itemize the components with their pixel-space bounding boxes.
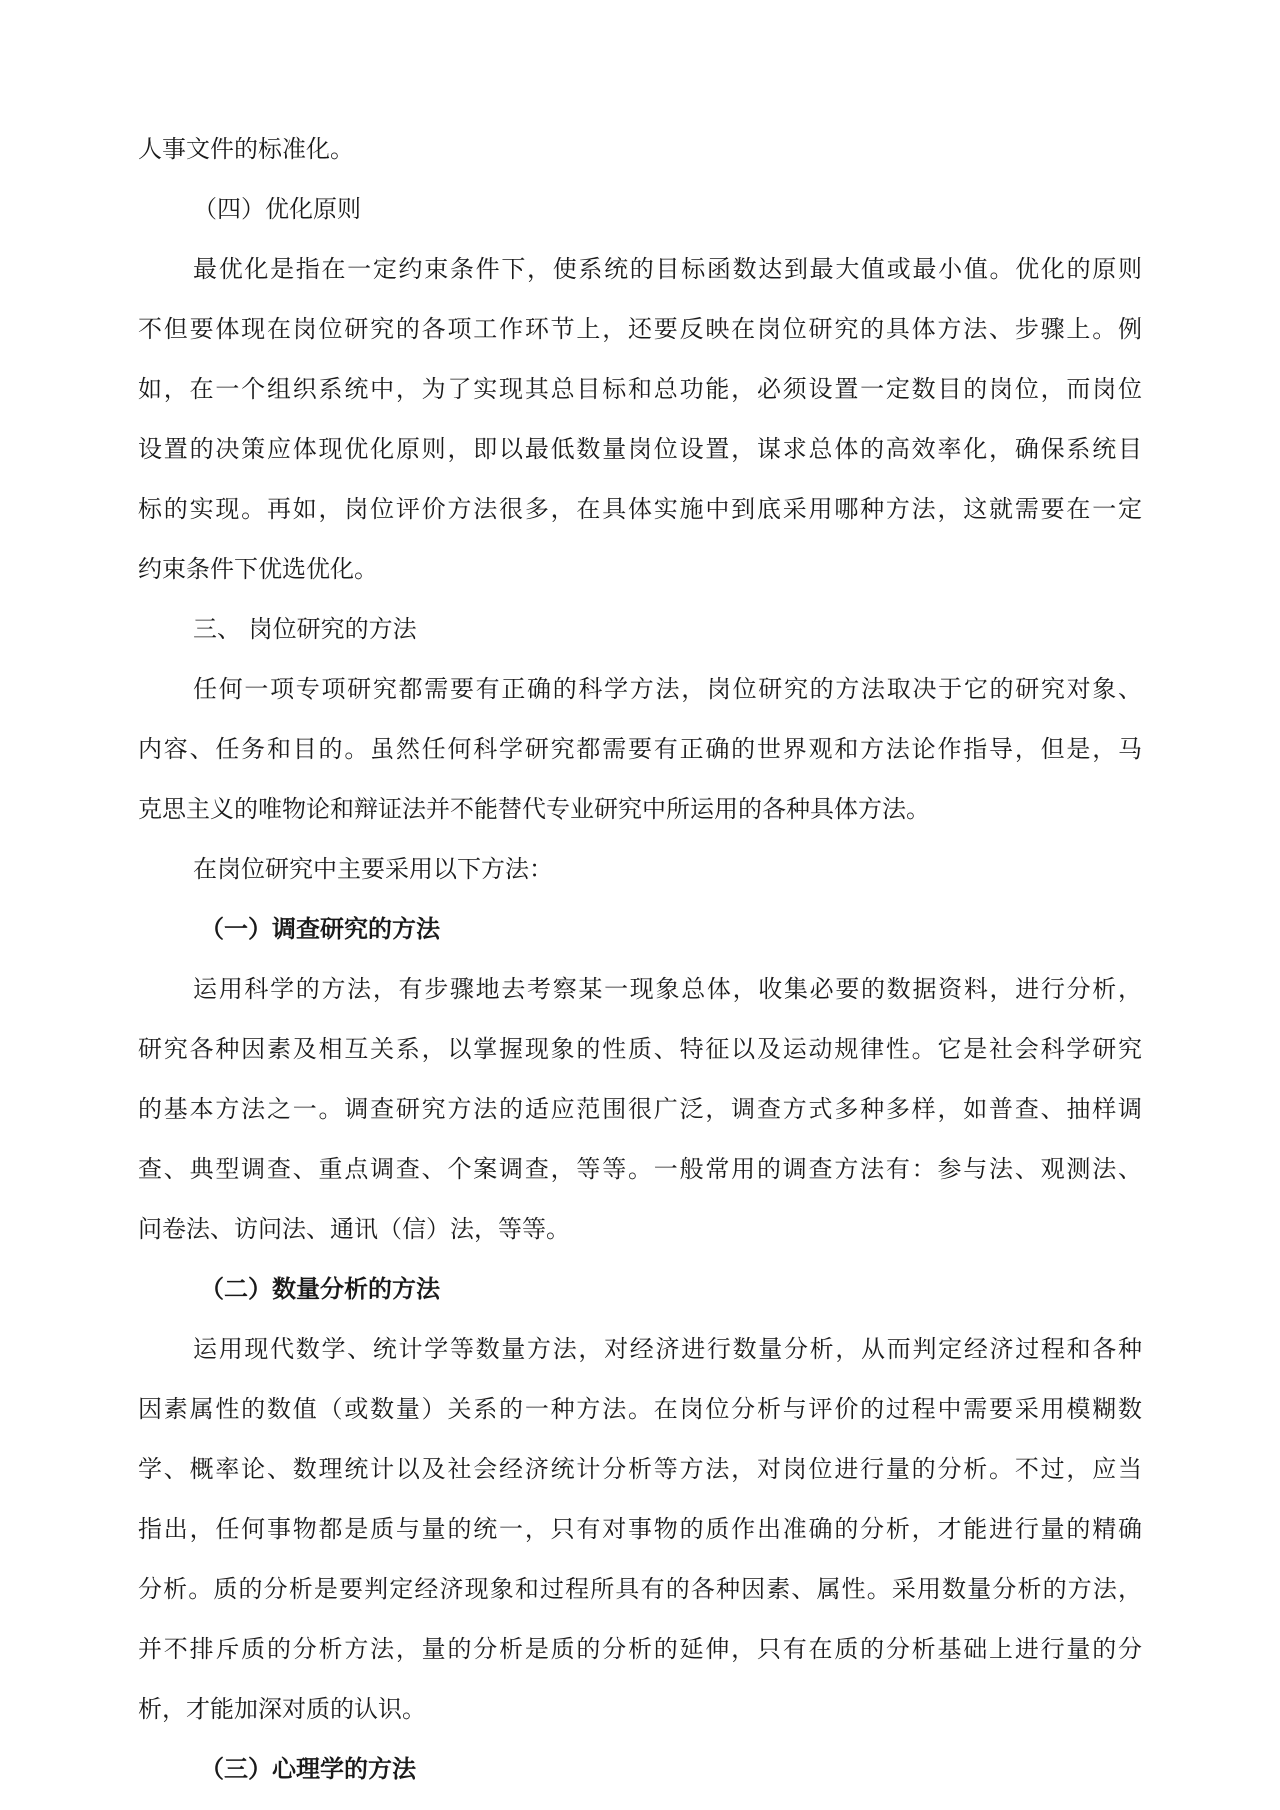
- paragraph-line: 标的实现。再如，岗位评价方法很多，在具体实施中到底采用哪种方法，这就需要在一定: [138, 495, 1142, 523]
- paragraph-line: 如，在一个组织系统中，为了实现其总目标和总功能，必须设置一定数目的岗位，而岗位: [138, 375, 1142, 403]
- section-heading-optimization: （四）优化原则: [193, 195, 361, 223]
- paragraph-line: 问卷法、访问法、通讯（信）法，等等。: [138, 1215, 570, 1243]
- paragraph-line: 查、典型调查、重点调查、个案调查，等等。一般常用的调查方法有：参与法、观测法、: [138, 1155, 1142, 1183]
- paragraph-line: 析，才能加深对质的认识。: [138, 1695, 426, 1723]
- paragraph-line: 人事文件的标准化。: [138, 135, 354, 163]
- paragraph-line: 运用科学的方法，有步骤地去考察某一现象总体，收集必要的数据资料，进行分析，: [193, 975, 1142, 1003]
- paragraph-line: 研究各种因素及相互关系，以掌握现象的性质、特征以及运动规律性。它是社会科学研究: [138, 1035, 1142, 1063]
- paragraph-line: 内容、任务和目的。虽然任何科学研究都需要有正确的世界观和方法论作指导，但是，马: [138, 735, 1142, 763]
- section-heading-survey: （一）调查研究的方法: [200, 914, 440, 943]
- paragraph-line: 分析。质的分析是要判定经济现象和过程所具有的各种因素、属性。采用数量分析的方法，: [138, 1575, 1142, 1603]
- section-heading-psychology: （三）心理学的方法: [200, 1754, 416, 1783]
- chapter-heading-methods: 三、 岗位研究的方法: [193, 615, 417, 643]
- paragraph-line: 因素属性的数值（或数量）关系的一种方法。在岗位分析与评价的过程中需要采用模糊数: [138, 1395, 1142, 1423]
- paragraph-line: 任何一项专项研究都需要有正确的科学方法，岗位研究的方法取决于它的研究对象、: [193, 675, 1142, 703]
- paragraph-line: 运用现代数学、统计学等数量方法，对经济进行数量分析，从而判定经济过程和各种: [193, 1335, 1142, 1363]
- paragraph-line: 约束条件下优选优化。: [138, 555, 378, 583]
- paragraph-line: 的基本方法之一。调查研究方法的适应范围很广泛，调查方式多种多样，如普查、抽样调: [138, 1095, 1142, 1123]
- paragraph-line: 克思主义的唯物论和辩证法并不能替代专业研究中所运用的各种具体方法。: [138, 795, 930, 823]
- paragraph-line: 并不排斥质的分析方法，量的分析是质的分析的延伸，只有在质的分析基础上进行量的分: [138, 1635, 1142, 1663]
- paragraph-line: 在岗位研究中主要采用以下方法：: [193, 855, 553, 883]
- paragraph-line: 最优化是指在一定约束条件下，使系统的目标函数达到最大值或最小值。优化的原则: [193, 255, 1142, 283]
- section-heading-quantitative: （二）数量分析的方法: [200, 1274, 440, 1303]
- paragraph-line: 指出，任何事物都是质与量的统一，只有对事物的质作出准确的分析，才能进行量的精确: [138, 1515, 1142, 1543]
- paragraph-line: 不但要体现在岗位研究的各项工作环节上，还要反映在岗位研究的具体方法、步骤上。例: [138, 315, 1142, 343]
- document-page: [138, 128, 1142, 1808]
- paragraph-line: 学、概率论、数理统计以及社会经济统计分析等方法，对岗位进行量的分析。不过，应当: [138, 1455, 1142, 1483]
- paragraph-line: 设置的决策应体现优化原则，即以最低数量岗位设置，谋求总体的高效率化，确保系统目: [138, 435, 1142, 463]
